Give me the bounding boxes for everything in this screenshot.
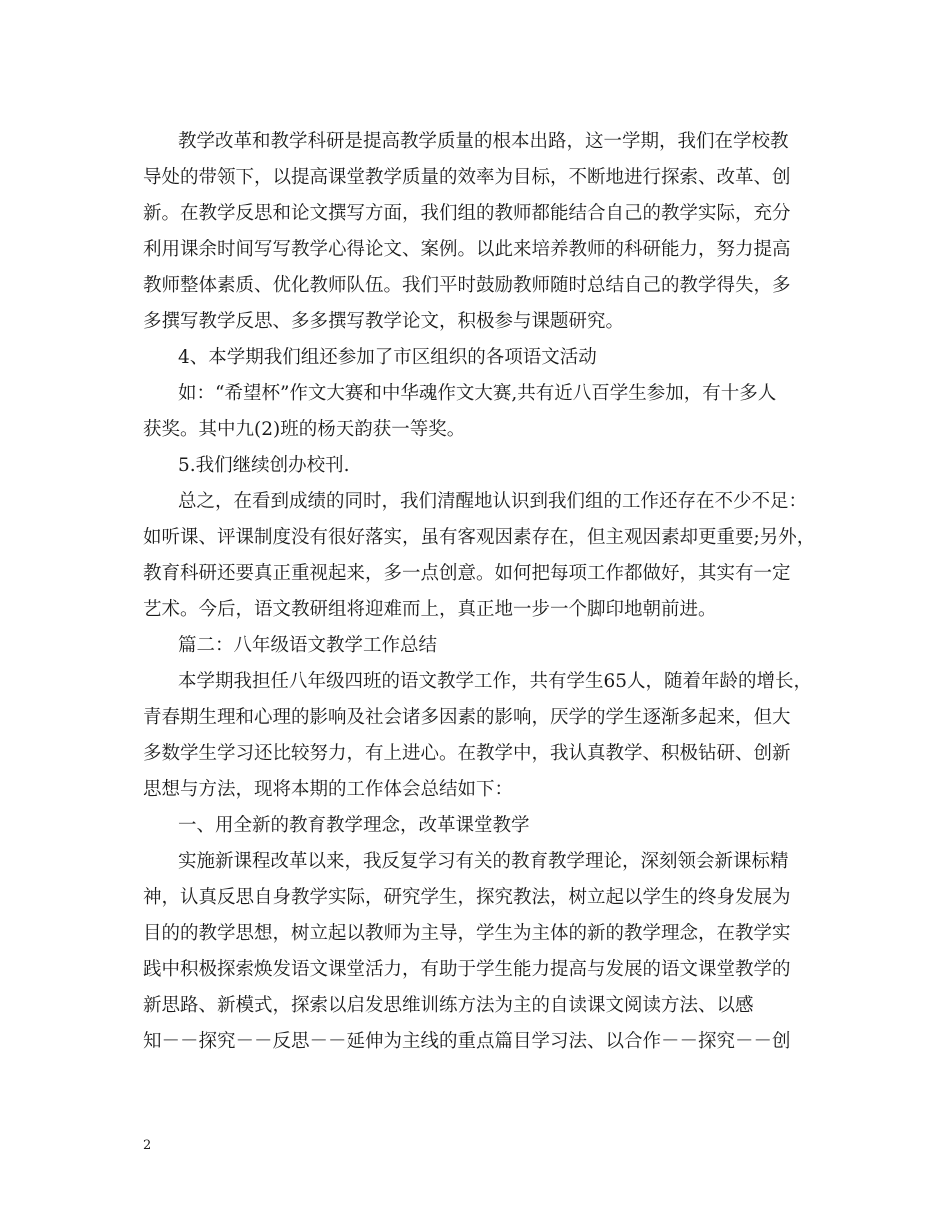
- text-line: 多数学生学习还比较努力，有上进心。在教学中，我认真教学、积极钻研、创新: [143, 743, 791, 764]
- text-line: 知－－探究－－反思－－延伸为主线的重点篇目学习法、以合作－－探究－－创: [143, 1031, 791, 1052]
- text-line: 4、本学期我们组还参加了市区组织的各项语文活动: [178, 347, 597, 368]
- text-line: 多撰写教学反思、多多撰写教学论文，积极参与课题研究。: [143, 311, 625, 332]
- section-heading: 篇二：八年级语文教学工作总结: [178, 635, 438, 656]
- text-line: 教师整体素质、优化教师队伍。我们平时鼓励教师随时总结自己的教学得失，多: [143, 275, 791, 296]
- text-line: 利用课余时间写写教学心得论文、案例。以此来培养教师的科研能力，努力提高: [143, 239, 791, 260]
- text-line: 教育科研还要真正重视起来，多一点创意。如何把每项工作都做好，其实有一定: [143, 563, 791, 584]
- text-line: 新思路、新模式，探索以启发思维训练方法为主的自读课文阅读方法、以感: [143, 995, 754, 1016]
- text-line: 总之，在看到成绩的同时，我们清醒地认识到我们组的工作还存在不少不足：: [178, 491, 808, 512]
- text-line: 如听课、评课制度没有很好落实，虽有客观因素存在，但主观因素却更重要;另外，: [143, 527, 816, 548]
- text-line: 导处的带领下，以提高课堂教学质量的效率为目标，不断地进行探索、改革、创: [143, 167, 791, 188]
- text-line: 实施新课程改革以来，我反复学习有关的教育教学理论，深刻领会新课标精: [178, 851, 789, 872]
- text-line: 艺术。今后，语文教研组将迎难而上，真正地一步一个脚印地朝前进。: [143, 599, 717, 620]
- subheading: 一、用全新的教育教学理念，改革课堂教学: [178, 815, 530, 836]
- text-line: 践中积极探索焕发语文课堂活力，有助于学生能力提高与发展的语文课堂教学的: [143, 959, 791, 980]
- page-number: 2: [143, 1138, 152, 1153]
- text-line: 目的的教学思想，树立起以教师为主导，学生为主体的新的教学理念，在教学实: [143, 923, 791, 944]
- text-line: 新。在教学反思和论文撰写方面，我们组的教师都能结合自己的教学实际，充分: [143, 203, 791, 224]
- text-line: 教学改革和教学科研是提高教学质量的根本出路，这一学期，我们在学校教: [178, 131, 789, 152]
- text-line: 青春期生理和心理的影响及社会诸多因素的影响，厌学的学生逐渐多起来，但大: [143, 707, 791, 728]
- text-line: 思想与方法，现将本期的工作体会总结如下：: [143, 779, 514, 800]
- text-line: 本学期我担任八年级四班的语文教学工作，共有学生65人，随着年龄的增长，: [178, 671, 813, 692]
- text-line: 神，认真反思自身教学实际，研究学生，探究教法，树立起以学生的终身发展为: [143, 887, 791, 908]
- text-line: 获奖。其中九(2)班的杨天韵获一等奖。: [143, 419, 466, 440]
- text-line: 如：“希望杯”作文大赛和中华魂作文大赛,共有近八百学生参加，有十多人: [178, 383, 777, 404]
- text-line: 5.我们继续创办校刊.: [178, 455, 350, 476]
